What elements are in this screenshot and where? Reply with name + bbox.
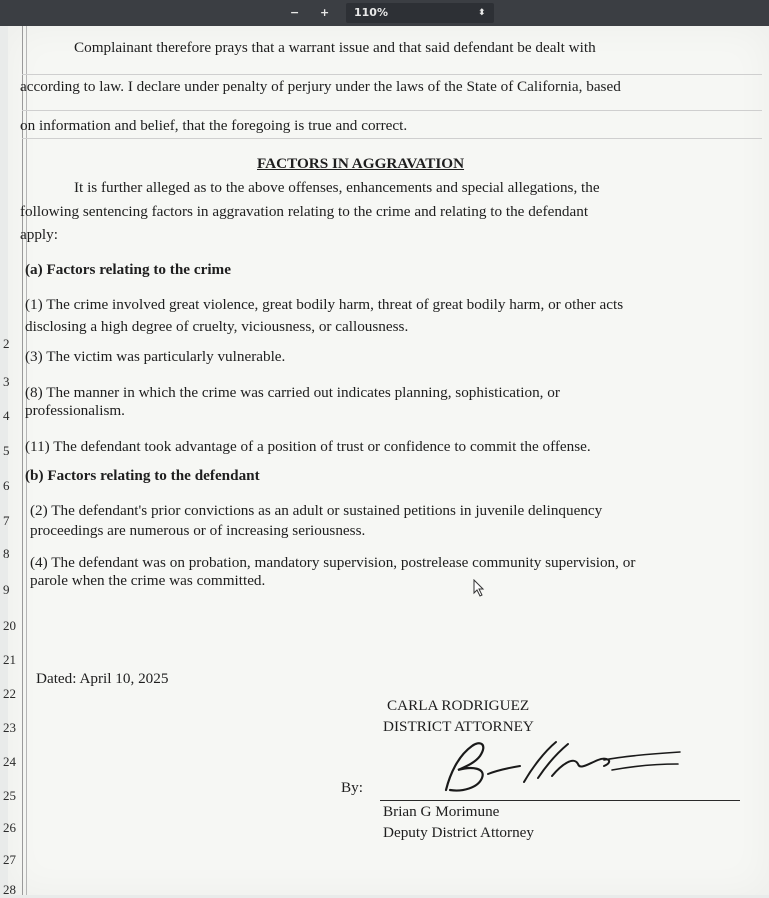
zoom-out-button[interactable]: − xyxy=(290,6,300,19)
zoom-value: 110% xyxy=(354,6,388,19)
subheading-defendant-factors: (b) Factors relating to the defendant xyxy=(25,467,260,484)
paragraph-line: Complainant therefore prays that a warrant issue and that said defendant be dealt with xyxy=(74,39,596,56)
factor-item: proceedings are numerous or of increasing seriousness. xyxy=(30,522,366,539)
line-number: 23 xyxy=(3,720,16,735)
viewer-toolbar xyxy=(0,0,769,26)
line-number: 26 xyxy=(3,820,16,835)
paragraph-line: on information and belief, that the foregoing is true and correct. xyxy=(20,117,408,134)
line-number: 21 xyxy=(3,652,16,667)
pleading-margin-line xyxy=(22,26,23,895)
factor-item: disclosing a high degree of cruelty, viciousness, or callousness. xyxy=(25,318,409,335)
factor-item: (2) The defendant's prior convictions as an adult or sustained petitions in juvenile delinquency xyxy=(30,502,603,519)
line-number: 28 xyxy=(3,882,16,897)
line-number: 6 xyxy=(3,478,10,493)
signature-line xyxy=(380,800,740,801)
mouse-pointer-icon xyxy=(473,579,485,597)
factor-item: (3) The victim was particularly vulnerable. xyxy=(25,348,286,365)
factor-item: professionalism. xyxy=(25,402,125,419)
intro-line: following sentencing factors in aggravation relating to the crime and relating to the defendant xyxy=(20,203,589,220)
zoom-select[interactable] xyxy=(346,3,494,23)
factor-item: parole when the crime was committed. xyxy=(30,572,266,589)
paragraph-line: according to law. I declare under penalty of perjury under the laws of the State of California, based xyxy=(20,78,621,95)
line-number: 4 xyxy=(3,408,10,423)
line-number: 5 xyxy=(3,443,10,458)
handwritten-signature xyxy=(428,734,688,800)
signer-title: Deputy District Attorney xyxy=(383,824,535,841)
line-number: 20 xyxy=(3,618,16,633)
section-heading: FACTORS IN AGGRAVATION xyxy=(257,155,465,172)
line-number: 25 xyxy=(3,788,16,803)
zoom-in-button[interactable]: + xyxy=(320,6,330,19)
dropdown-arrow-icon: ⬍ xyxy=(478,8,486,18)
factor-item: (1) The crime involved great violence, great bodily harm, threat of great bodily harm, or other acts xyxy=(25,296,624,313)
da-name: CARLA RODRIGUEZ xyxy=(387,697,530,714)
line-number: 9 xyxy=(3,582,10,597)
line-number: 8 xyxy=(3,546,10,561)
intro-line: It is further alleged as to the above offenses, enhancements and special allegations, the xyxy=(74,179,600,196)
dated-line: Dated: April 10, 2025 xyxy=(36,670,169,687)
factor-item: (8) The manner in which the crime was carried out indicates planning, sophistication, or xyxy=(25,384,560,401)
line-number: 27 xyxy=(3,852,16,867)
pleading-margin-line-inner xyxy=(26,26,27,895)
document-page xyxy=(3,26,769,897)
signer-name: Brian G Morimune xyxy=(383,803,500,820)
intro-line: apply: xyxy=(20,226,58,243)
line-number: 3 xyxy=(3,374,10,389)
line-number: 7 xyxy=(3,513,10,528)
line-number: 24 xyxy=(3,754,16,769)
factor-item: (4) The defendant was on probation, mandatory supervision, postrelease community supervision, or xyxy=(30,554,636,571)
ruled-line xyxy=(22,74,762,75)
ruled-line xyxy=(22,110,762,111)
factor-item: (11) The defendant took advantage of a position of trust or confidence to commit the offense. xyxy=(25,438,591,455)
subheading-crime-factors: (a) Factors relating to the crime xyxy=(25,261,231,278)
by-label: By: xyxy=(341,779,363,796)
da-title: DISTRICT ATTORNEY xyxy=(383,718,534,735)
line-number: 2 xyxy=(3,336,10,351)
ruled-line xyxy=(22,138,762,139)
line-number: 22 xyxy=(3,686,16,701)
